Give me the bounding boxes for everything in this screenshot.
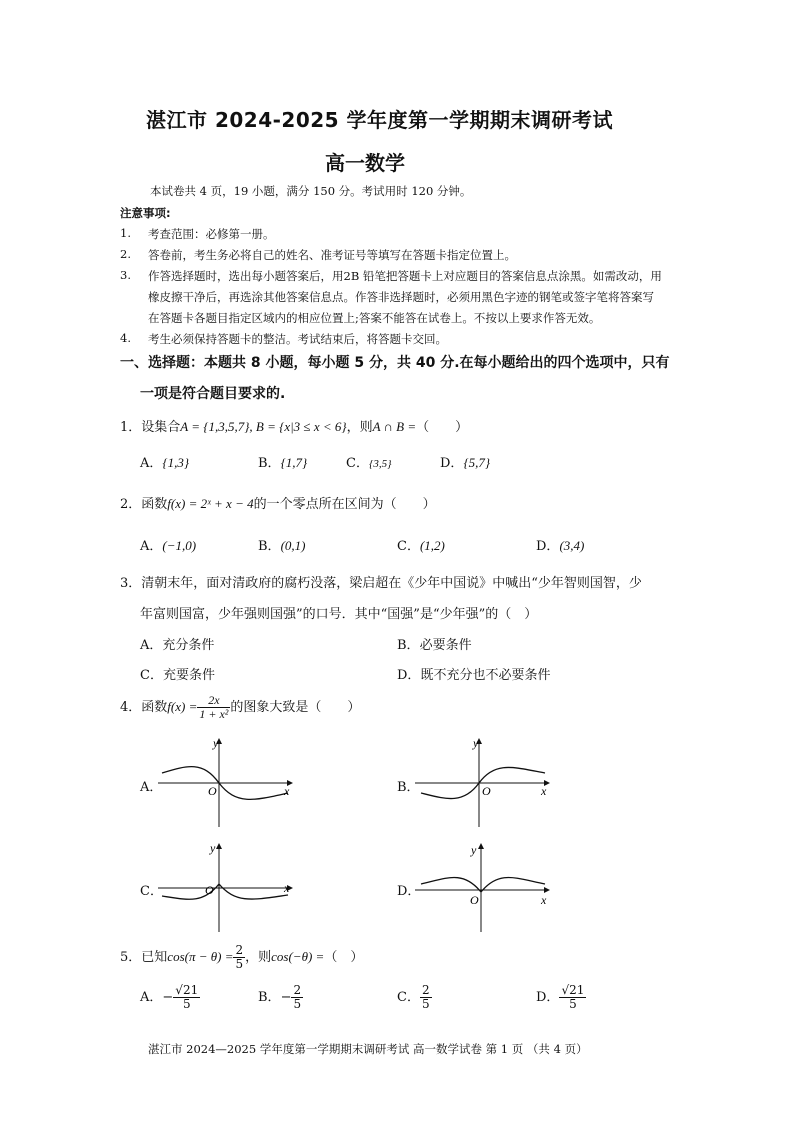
option-d: D． $\frac{√21}{5}$: [536, 983, 585, 1011]
graph-a: [158, 735, 298, 830]
question-2: [120, 493, 436, 512]
graph-option-c-label: C．: [140, 884, 163, 899]
origin-label: O: [208, 784, 217, 798]
x-axis-label: x: [541, 893, 547, 907]
y-axis-label: y: [471, 843, 477, 857]
question-number: 3．: [120, 576, 142, 591]
graph-c: [158, 840, 298, 935]
option-a: A．{1,3}: [140, 455, 190, 471]
note-number: 2.: [120, 247, 131, 261]
page-subtitle: 高一数学: [325, 151, 405, 175]
option-d: D．(3,4): [536, 538, 585, 554]
fraction: $\frac{2x}{\text{1 + x²}}$: [199, 693, 229, 721]
option-c: C．{3,5}: [346, 456, 392, 471]
y-axis-label: y: [210, 841, 216, 855]
math-expr: f(x) = 2ˣ + x − 4: [167, 496, 254, 511]
question-1: [120, 416, 468, 435]
question-5: [120, 944, 363, 971]
question-text: 函数: [141, 700, 168, 715]
section-heading-cont: 一项是符合题目要求的.: [140, 386, 286, 402]
x-axis-label: x: [284, 881, 290, 895]
fraction: $\frac{2}{5}$: [235, 943, 244, 971]
question-4: [120, 694, 360, 721]
option-c: C． $\frac{2}{5}$: [397, 983, 430, 1011]
question-text: 设集合: [141, 420, 181, 435]
page-footer: 湛江市 2024—2025 学年度第一学期期末调研考试 高一数学试卷 第 1 页 （共 4 页）: [148, 1042, 588, 1056]
note-text: 作答选择题时，选出每小题答案后，用2B 铅笔把答题卡上对应题目的答案信息点涂黑。如需改动，用: [148, 269, 662, 283]
math-expr: A = {1,3,5,7}, B = {x|3 ≤ x < 6}: [180, 419, 347, 434]
graph-option-d-label: D．: [397, 884, 421, 899]
notes-heading: 注意事项:: [120, 206, 171, 220]
question-text: ，则: [245, 950, 272, 965]
question-number: 1．: [120, 420, 142, 435]
x-axis-label: x: [284, 784, 290, 798]
question-3-cont: 年富则国富，少年强则国强”的口号．其中“国强”是“少年强”的（ ）: [140, 607, 538, 622]
graph-d: [415, 840, 555, 935]
note-text: 考查范围：必修第一册。: [148, 227, 275, 241]
option-b: B．(0,1): [258, 538, 306, 554]
question-number: 2．: [120, 497, 142, 512]
question-3: [120, 572, 642, 591]
note-text: 在答题卡各题目指定区域内的相应位置上;答案不能答在试卷上。不按以上要求作答无效。: [148, 311, 601, 325]
curve: [162, 884, 288, 899]
section-heading: 一、选择题：本题共 8 小题，每小题 5 分，共 40 分.在每小题给出的四个选项中，只有: [120, 355, 670, 371]
note-text: 答卷前，考生务必将自己的姓名、准考证号等填写在答题卡指定位置上。: [148, 248, 516, 262]
option-d: D．既不充分也不必要条件: [397, 668, 551, 683]
option-a: A．− $\frac{√21}{5}$: [140, 983, 199, 1011]
origin-label: O: [470, 893, 479, 907]
note-number: 1.: [120, 226, 131, 240]
option-c: C．充要条件: [140, 668, 215, 683]
origin-label: O: [482, 784, 491, 798]
question-text: 清朝末年，面对清政府的腐朽没落，梁启超在《少年中国说》中喊出“少年智则国智，少: [141, 576, 642, 591]
question-text: 的图象大致是（ ）: [230, 700, 361, 715]
option-b: B．− $\frac{2}{5}$: [258, 983, 302, 1011]
y-axis-label: y: [473, 736, 479, 750]
question-text: 的一个零点所在区间为（ ）: [253, 497, 436, 512]
option-d: D．{5,7}: [440, 455, 491, 471]
question-text: 函数: [141, 497, 168, 512]
option-b: B．{1,7}: [258, 455, 308, 471]
answer-blank: （ ）: [324, 950, 364, 965]
origin-label: O: [205, 883, 214, 897]
question-text: 已知: [141, 950, 168, 965]
graph-b: [415, 735, 555, 830]
x-axis-label: x: [541, 784, 547, 798]
graph-option-b-label: B．: [397, 780, 420, 795]
graph-option-a-label: A．: [140, 780, 163, 795]
math-expr: A ∩ B =: [372, 419, 417, 434]
exam-info: 本试卷共 4 页，19 小题，满分 150 分。考试用时 120 分钟。: [150, 184, 472, 198]
math-expr: cos(π − θ) =: [167, 949, 234, 964]
note-text: 橡皮擦干净后，再选涂其他答案信息点。作答非选择题时，必须用黑色字迹的钢笔或签字笔将答案写: [148, 290, 654, 304]
question-text: ，则: [346, 420, 373, 435]
option-c: C．(1,2): [397, 538, 445, 554]
question-number: 5．: [120, 950, 142, 965]
math-expr: cos(−θ) =: [271, 949, 325, 964]
math-expr: f(x) =: [167, 699, 198, 714]
option-a: A．(−1,0): [140, 538, 197, 554]
note-text: 考生必须保持答题卡的整洁。考试结束后，将答题卡交回。: [148, 332, 447, 346]
note-number: 4.: [120, 331, 131, 345]
option-a: A．充分条件: [140, 638, 215, 653]
option-b: B．必要条件: [397, 638, 472, 653]
page-title: 湛江市 2024-2025 学年度第一学期期末调研考试: [146, 108, 614, 132]
answer-blank: （ ）: [416, 420, 469, 435]
note-number: 3.: [120, 268, 131, 282]
y-axis-label: y: [213, 736, 219, 750]
question-number: 4．: [120, 700, 142, 715]
